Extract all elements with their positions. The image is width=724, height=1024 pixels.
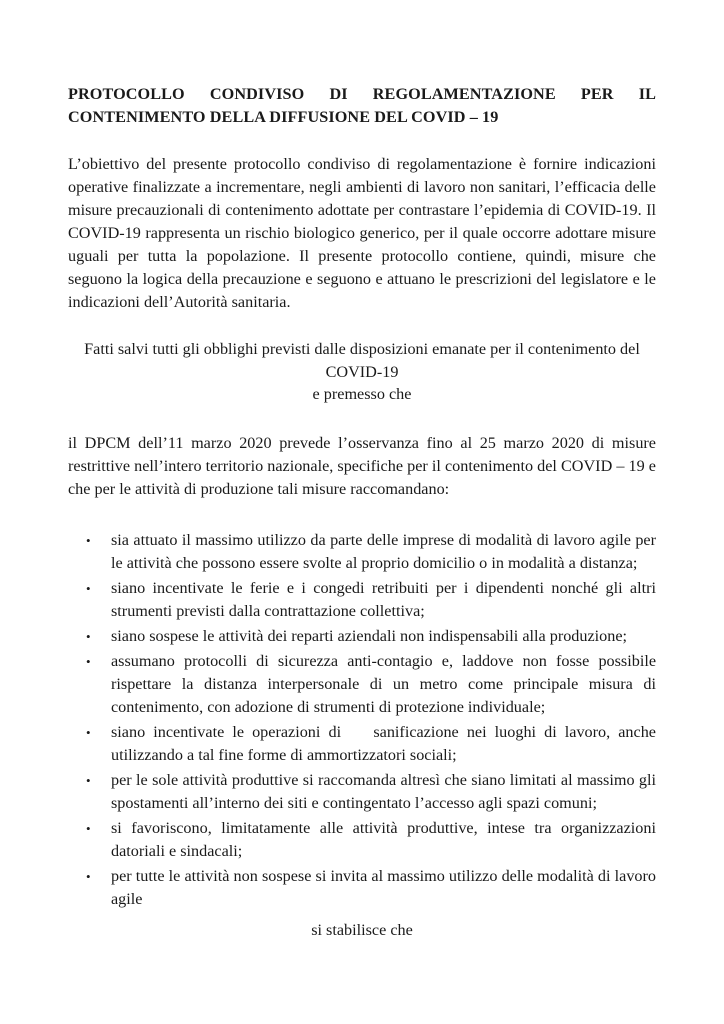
list-item: [68, 529, 656, 575]
list-item: [68, 650, 656, 719]
bullet-icon: •: [86, 532, 91, 548]
dpcm-paragraph: il DPCM dell’11 marzo 2020 prevede l’osservanza fino al 25 marzo 2020 di misure restrittive nell’intero territorio nazionale, specifiche per il contenimento del COVID – 19 e che per le attività di produzione tali misure raccomandano:: [68, 433, 656, 498]
measures-list: [68, 529, 661, 911]
list-item: [68, 577, 656, 623]
premise-line-3: e premesso che: [312, 385, 412, 403]
list-item: [68, 865, 656, 911]
premise-line-2: COVID-19: [325, 362, 399, 381]
bullet-icon: •: [86, 724, 91, 740]
document-page: [68, 83, 661, 913]
document-title: [68, 83, 656, 128]
list-item-text: assumano protocolli di sicurezza anti-contagio e, laddove non fosse possibile rispettare la distanza interpersonale di un metro come principale misura di contenimento, con adozione di strumenti di protezione individuale;: [111, 651, 656, 716]
intro-paragraph: L’obiettivo del presente protocollo condiviso di regolamentazione è fornire indicazioni operative finalizzate a incrementare, negli ambienti di lavoro non sanitari, l’efficacia delle misure precauzionali di contenimento adottate per contrastare l’epidemia di COVID-19. Il COVID-19 rappresenta un rischio biologico generico, per il quale occorre adottare misure uguali per tutta la popolazione. Il presente protocollo contiene, quindi, misure che seguono la logica della precauzione e seguono e attuano le prescrizioni del legislatore e le indicazioni dell’Autorità sanitaria.: [68, 155, 656, 311]
closing-line: si stabilisce che: [311, 921, 413, 939]
list-item: [68, 817, 656, 863]
list-item-text: si favoriscono, limitatamente alle attività produttive, intese tra organizzazioni datoriali e sindacali;: [111, 818, 656, 860]
list-item-text: siano sospese le attività dei reparti aziendali non indispensabili alla produzione;: [111, 626, 628, 645]
bullet-icon: •: [86, 628, 91, 644]
title-line-1: PROTOCOLLO CONDIVISO DI REGOLAMENTAZIONE PER IL: [68, 85, 656, 103]
bullet-icon: •: [86, 868, 91, 884]
bullet-icon: •: [86, 580, 91, 596]
list-item-text: siano incentivate le ferie e i congedi retribuiti per i dipendenti nonché gli altri strumenti previsti dalla contrattazione collettiva;: [111, 578, 656, 620]
list-item: [68, 721, 661, 767]
bullet-icon: •: [86, 772, 91, 788]
list-item-text: sia attuato il massimo utilizzo da parte delle imprese di modalità di lavoro agile per le attività che possono essere svolte al proprio domicilio o in modalità a distanza;: [111, 530, 656, 572]
bullet-icon: •: [86, 653, 91, 669]
list-item: [68, 769, 656, 815]
premise-block: [68, 338, 656, 406]
bullet-icon: •: [86, 820, 91, 836]
list-item-text: siano incentivate le operazioni di sanificazione nei luoghi di lavoro, anche utilizzando a tal fine forme di ammortizzatori sociali;: [111, 722, 661, 764]
title-line-2: CONTENIMENTO DELLA DIFFUSIONE DEL COVID – 19: [68, 107, 499, 126]
premise-line-1: Fatti salvi tutti gli obblighi previsti dalle disposizioni emanate per il contenimento del: [84, 340, 640, 358]
list-item-text: per tutte le attività non sospese si invita al massimo utilizzo delle modalità di lavoro agile: [111, 866, 656, 908]
list-item-text: per le sole attività produttive si raccomanda altresì che siano limitati al massimo gli spostamenti all’interno dei siti e contingentato l’accesso agli spazi comuni;: [111, 770, 656, 812]
list-item: [68, 625, 656, 648]
